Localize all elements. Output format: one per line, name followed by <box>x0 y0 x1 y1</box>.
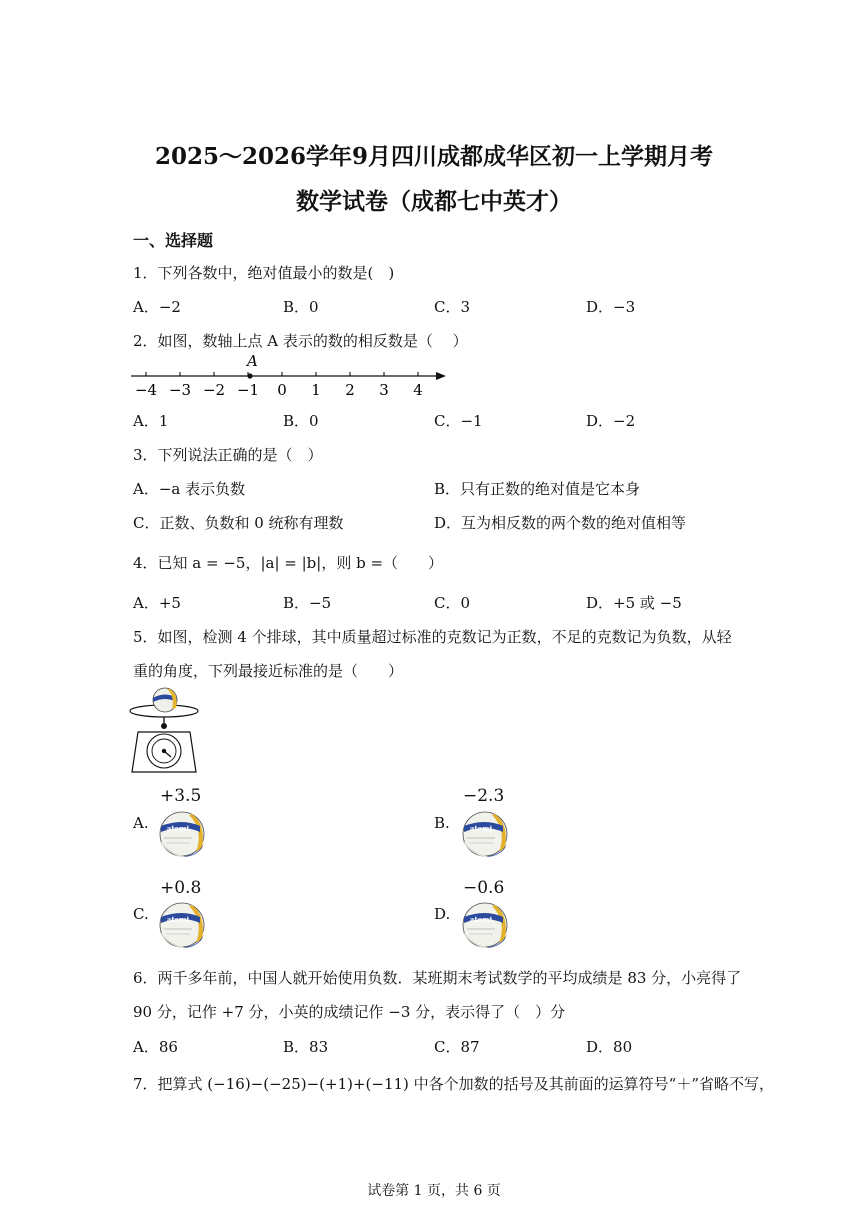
number-line-tick-label: 4 <box>413 381 423 399</box>
q2-option-a: A．1 <box>133 412 169 430</box>
ball-logo-text: atemi <box>469 824 493 833</box>
number-line-tick-label: −2 <box>202 381 226 399</box>
q3-option-d: D．互为相反数的两个数的绝对值相等 <box>434 514 687 532</box>
q1-option-b: B．0 <box>283 298 319 316</box>
q5-option-d-value: −0.6 <box>463 878 505 898</box>
volleyball-icon <box>153 688 177 712</box>
question-1-stem: 1．下列各数中，绝对值最小的数是( ) <box>133 264 395 282</box>
q2-option-c: C．−1 <box>434 412 483 430</box>
volleyball-c <box>156 901 208 949</box>
number-line-tick-label: −3 <box>168 381 192 399</box>
question-7-stem: 7．把算式 (−16)−(−25)−(+1)+(−11) 中各个加数的括号及其前面的运算符号“＋”省略不写， <box>133 1075 775 1093</box>
weighing-scale-figure <box>126 686 202 776</box>
question-2-stem: 2．如图，数轴上点 A 表示的数的相反数是（ ） <box>133 332 468 350</box>
point-a-label: A <box>247 352 258 370</box>
number-line-tick-label: −4 <box>134 381 158 399</box>
q4-option-a: A．+5 <box>133 594 181 612</box>
q1-option-c: C．3 <box>434 298 471 316</box>
number-line-tick-label: 0 <box>277 381 287 399</box>
q6-option-a: A．86 <box>133 1038 178 1056</box>
q6-option-b: B．83 <box>283 1038 329 1056</box>
q5-option-c-value: +0.8 <box>160 878 202 898</box>
number-line-tick-label: 2 <box>345 381 355 399</box>
number-line-tick-label: 1 <box>311 381 321 399</box>
number-line-tick-label: 3 <box>379 381 389 399</box>
q4-option-b: B．−5 <box>283 594 332 612</box>
number-line <box>128 352 448 402</box>
q1-option-d: D．−3 <box>586 298 636 316</box>
q5-option-c-letter: C. <box>133 905 149 923</box>
q5-option-d-letter: D. <box>434 905 451 923</box>
question-5-stem-line-1: 5．如图，检测 4 个排球，其中质量超过标准的克数记为正数，不足的克数记为负数，从轻 <box>133 628 732 646</box>
q5-option-a-letter: A. <box>133 814 149 832</box>
ball-logo-text: atemi <box>469 915 493 924</box>
volleyball-b <box>459 810 511 858</box>
question-6-stem-line-1: 6．两千多年前，中国人就开始使用负数．某班期末考试数学的平均成绩是 83 分，小亮得了 <box>133 969 742 987</box>
volleyball-d <box>459 901 511 949</box>
q4-option-d: D．+5 或 −5 <box>586 594 682 612</box>
question-5-stem-line-2: 重的角度，下列最接近标准的是（ ） <box>133 662 404 680</box>
q4-option-c: C．0 <box>434 594 471 612</box>
q6-option-c: C．87 <box>434 1038 480 1056</box>
q5-option-a-value: +3.5 <box>160 786 202 806</box>
q3-option-a: A．−a 表示负数 <box>133 480 246 498</box>
ball-logo-text: atemi <box>166 824 190 833</box>
title-line-1: 2025～2026学年9月四川成都成华区初一上学期月考 <box>154 143 714 170</box>
volleyball-a <box>156 810 208 858</box>
title-line-2: 数学试卷（成都七中英才） <box>296 188 572 215</box>
q5-option-b-letter: B. <box>434 814 450 832</box>
q3-option-b: B．只有正数的绝对值是它本身 <box>434 480 641 498</box>
point-a-dot <box>247 373 252 378</box>
ball-logo-text: atemi <box>166 915 190 924</box>
q2-option-b: B．0 <box>283 412 319 430</box>
section-heading: 一、选择题 <box>133 231 214 250</box>
q5-option-b-value: −2.3 <box>463 786 505 806</box>
question-3-stem: 3．下列说法正确的是（ ） <box>133 446 323 464</box>
q1-option-a: A．−2 <box>133 298 181 316</box>
q3-option-c: C．正数、负数和 0 统称有理数 <box>133 514 344 532</box>
number-line-tick-label: −1 <box>236 381 260 399</box>
page-footer: 试卷第 1 页，共 6 页 <box>367 1183 501 1199</box>
q2-option-d: D．−2 <box>586 412 636 430</box>
question-4-stem: 4．已知 a = −5，|a| = |b|，则 b =（ ） <box>133 554 444 572</box>
question-6-stem-line-2: 90 分，记作 +7 分，小英的成绩记作 −3 分，表示得了（ ）分 <box>133 1003 566 1021</box>
q6-option-d: D．80 <box>586 1038 633 1056</box>
